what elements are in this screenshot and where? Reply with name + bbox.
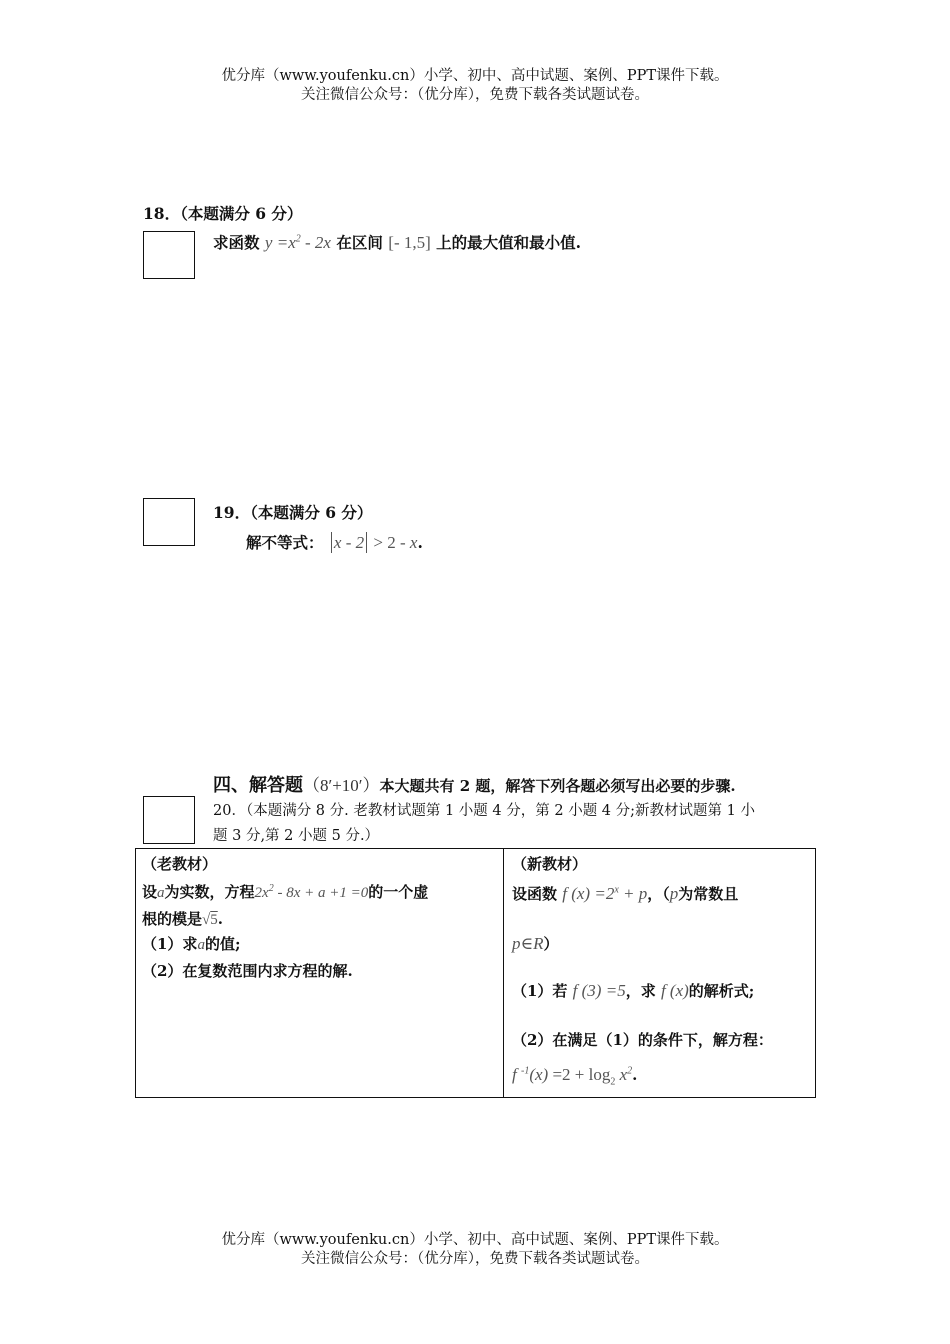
- q20-table: [135, 848, 816, 1098]
- old-l2-a: 根的模是: [142, 910, 203, 928]
- q19-score-box: [143, 498, 195, 546]
- old-equation-formula: $2x^2 - 8x + a +1 =0$: [254, 883, 369, 901]
- old-textbook-part-2: （2）在复数范围内求方程的解.: [142, 962, 353, 980]
- table-divider: [503, 849, 504, 1097]
- q19-inequality-formula: x - 2 > 2 - x: [329, 533, 418, 552]
- var-a-2: a: [197, 937, 205, 953]
- new-l1-c: 为常数且: [678, 885, 739, 903]
- new-function-formula: f $(x) =2^x + p$: [562, 884, 648, 903]
- section4-title: 四、解答题: [213, 775, 303, 796]
- inverse-equation-formula: f $^{-1}(x) =2 + \log_2 x^2$: [512, 1065, 633, 1088]
- footer-line-2: 关注微信公众号：（优分库），免费下载各类试题试卷。: [301, 1251, 649, 1267]
- page-footer: [0, 1231, 950, 1269]
- footer-line-1: 优分库（www.youfenku.cn）小学、初中、高中试题、案例、PPT课件下载。: [221, 1232, 729, 1248]
- var-p: p: [669, 884, 679, 903]
- p-in-R-formula: p∈R: [512, 934, 544, 953]
- new-p1-c: 的解析式;: [688, 982, 755, 1000]
- q19-title: 19．（本题满分 6 分）: [213, 503, 373, 522]
- new-p2-end: .: [632, 1066, 638, 1084]
- q18-function-formula: $y =x^2 - 2x$: [264, 233, 331, 252]
- old-textbook-title: （老教材）: [142, 855, 218, 873]
- new-p1-a: （1）若: [512, 982, 568, 1000]
- q20-line-1: 20．（本题满分 8 分. 老教材试题第 1 小题 4 分，第 2 小题 4 分;新教材试题第 1 小: [213, 803, 755, 819]
- new-l1-b: ，（: [647, 885, 670, 903]
- q19-statement: [246, 531, 423, 553]
- new-textbook-part-1: [512, 980, 754, 1001]
- old-textbook-line-2: [142, 908, 223, 929]
- q20-line-2: 题 3 分,第 2 小题 5 分.）: [213, 828, 380, 844]
- q20-header: [213, 799, 755, 849]
- new-l2-b: ）: [543, 935, 559, 953]
- sqrt5-formula: √5: [202, 912, 218, 928]
- old-textbook-line-1: [142, 881, 428, 902]
- q18-suffix: 上的最大值和最小值.: [436, 233, 582, 252]
- old-p1-b: 的值;: [204, 935, 241, 953]
- old-p1-a: （1）求: [142, 935, 198, 953]
- old-l1-b: 为实数，方程: [164, 883, 255, 901]
- new-textbook-part-2: （2）在满足（1）的条件下，解方程：: [512, 1031, 773, 1049]
- f3-formula: f (3) =5: [572, 981, 626, 1000]
- q19-prefix: 解不等式：: [246, 533, 324, 552]
- q18-title: 18．（本题满分 6 分）: [143, 204, 303, 223]
- q18-score-box: [143, 231, 195, 279]
- new-textbook-equation: [512, 1065, 637, 1087]
- old-l1-a: 设: [142, 883, 158, 901]
- old-textbook-part-1: [142, 933, 240, 954]
- page-header: [0, 67, 950, 105]
- fx-formula: f (x): [660, 981, 689, 1000]
- q18-middle: 在区间: [336, 233, 383, 252]
- new-p1-b: ，求: [625, 982, 656, 1000]
- header-line-1: 优分库（www.youfenku.cn）小学、初中、高中试题、案例、PPT课件下载。: [221, 68, 729, 84]
- new-textbook-line-2: [512, 933, 558, 954]
- new-textbook-line-1: [512, 883, 738, 904]
- q18-interval-formula: [- 1,5]: [388, 233, 431, 252]
- section4-points: （8′+10′）: [303, 776, 380, 795]
- q18-statement: [213, 231, 581, 253]
- old-l1-c: 的一个虚: [368, 883, 429, 901]
- old-l2-b: .: [217, 910, 223, 928]
- new-l1-a: 设函数: [512, 885, 558, 903]
- var-a: a: [157, 885, 165, 901]
- q20-score-box: [143, 796, 195, 844]
- header-line-2: 关注微信公众号：（优分库），免费下载各类试题试卷。: [301, 87, 649, 103]
- q18-prefix: 求函数: [213, 233, 260, 252]
- new-textbook-title: （新教材）: [512, 855, 588, 873]
- section4-heading: [213, 771, 736, 797]
- q19-suffix: .: [417, 533, 423, 552]
- section4-description: 本大题共有 2 题，解答下列各题必须写出必要的步骤.: [379, 777, 736, 795]
